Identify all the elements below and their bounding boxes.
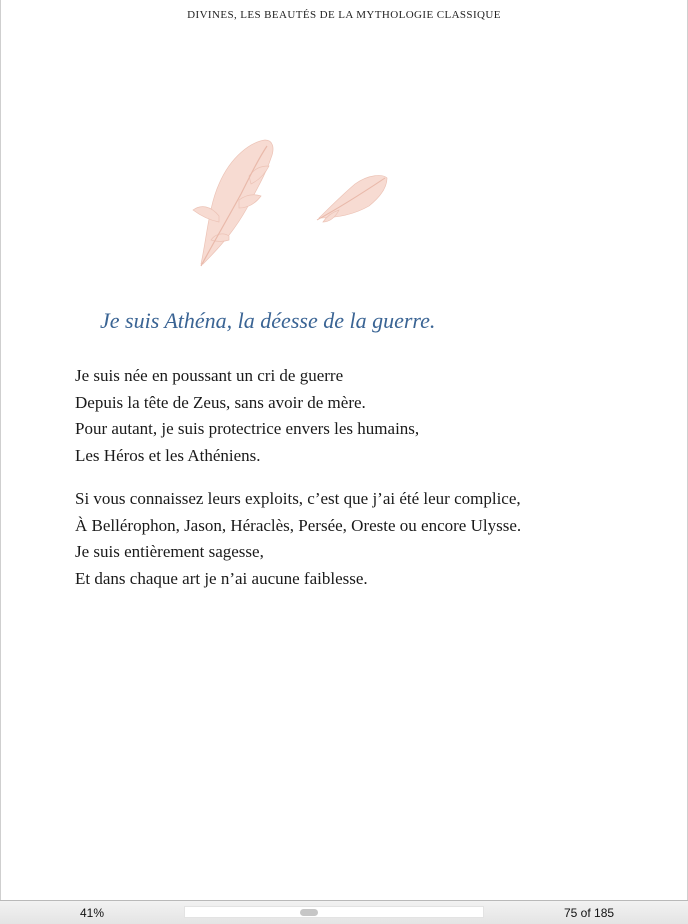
poem-line: À Bellérophon, Jason, Héraclès, Persée, Oreste ou encore Ulysse. (75, 515, 522, 535)
poem-title: Je suis Athéna, la déesse de la guerre. (100, 308, 436, 333)
large-feather (193, 140, 273, 264)
feather-icon (189, 136, 399, 272)
scrubber-thumb[interactable] (300, 909, 318, 916)
poem-line: Je suis entièrement sagesse, (75, 542, 264, 561)
poem-line: Et dans chaque art je n’ai aucune faiblesse. (75, 568, 368, 588)
poem-line: Je suis née en poussant un cri de guerre (75, 366, 344, 385)
reading-progress-label: 41% (80, 906, 105, 920)
poem-line: Pour autant, je suis protectrice envers les humains, (75, 419, 420, 438)
page-scrubber[interactable] (184, 906, 484, 918)
poem-line: Depuis la tête de Zeus, sans avoir de mère. (75, 392, 366, 412)
stanza (75, 486, 521, 592)
poem-line: Les Héros et les Athéniens. (75, 445, 261, 465)
poem-line: Si vous connaissez leurs exploits, c’est que j’ai été leur complice, (75, 489, 521, 508)
page-indicator: 75 of 185 (564, 906, 615, 920)
running-header: DIVINES, LES BEAUTÉS DE LA MYTHOLOGIE CLASSIQUE (187, 9, 501, 21)
stanza (75, 363, 419, 469)
reader-status-bar (0, 900, 688, 924)
